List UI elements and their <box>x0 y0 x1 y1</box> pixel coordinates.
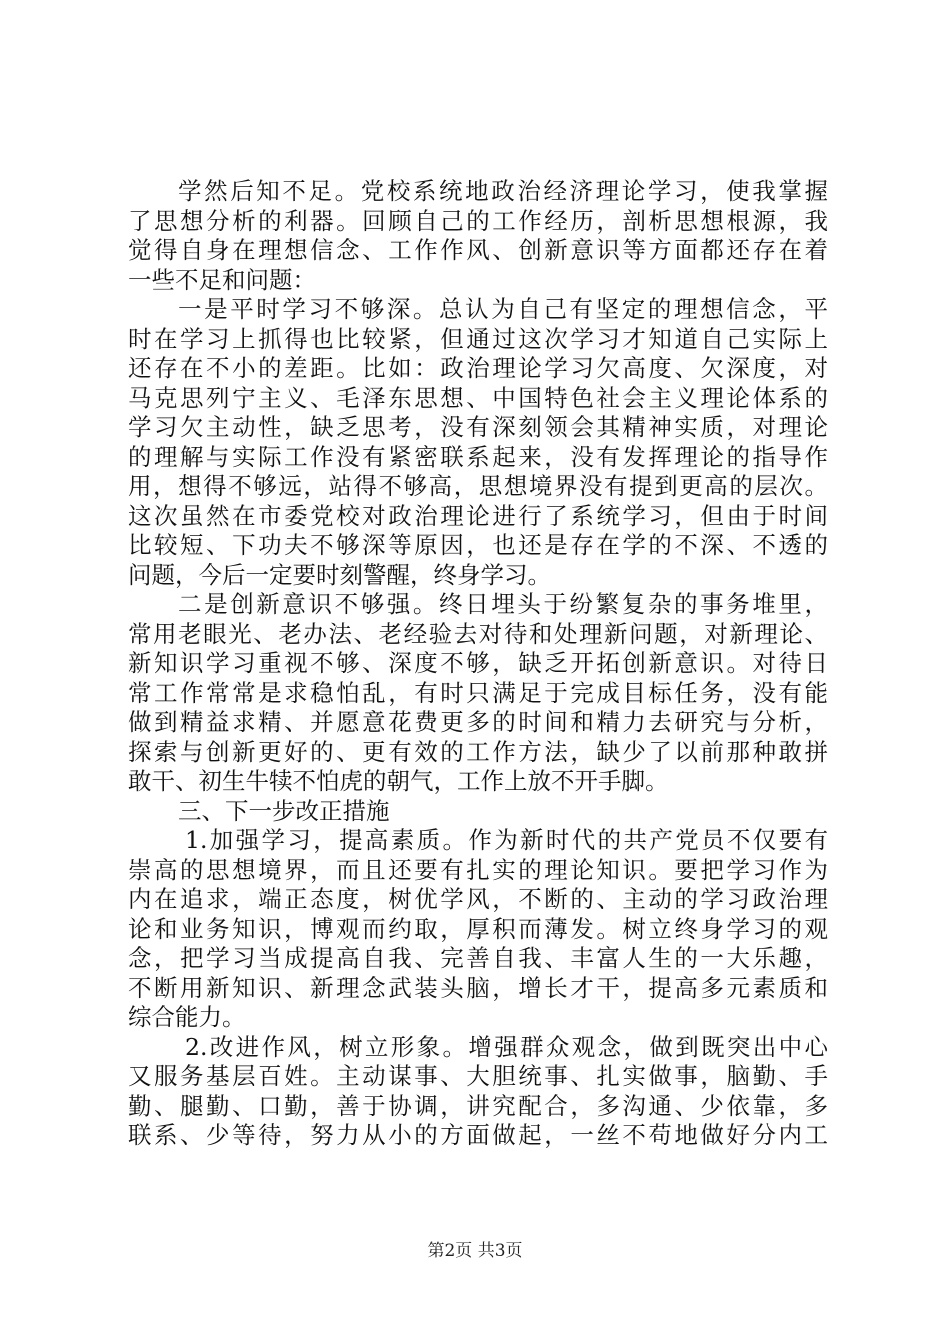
text-line: 新知识学习重视不够、深度不够，缺乏开拓创新意识。对待日 <box>128 649 828 677</box>
text-line: 常工作常常是求稳怕乱，有时只满足于完成目标任务，没有能 <box>128 678 828 707</box>
text-line: 马克思列宁主义、毛泽东思想、中国特色社会主义理论体系的 <box>128 383 828 412</box>
text-line: 不断用新知识、新理念武装头脑，增长才干，提高多元素质和 <box>128 973 828 1002</box>
text-line: 崇高的思想境界，而且还要有扎实的理论知识。要把学习作为 <box>128 855 828 884</box>
text-line: 联系、少等待，努力从小的方面做起，一丝不苟地做好分内工 <box>128 1121 828 1149</box>
text-line: 敢干、初生牛犊不怕虎的朝气，工作上放不开手脚。 <box>128 767 669 795</box>
text-line: 论和业务知识，博观而约取，厚积而薄发。树立终身学习的观 <box>128 914 828 943</box>
text-line: 综合能力。 <box>128 1003 246 1031</box>
text-line: 用，想得不够远，站得不够高，思想境界没有提到更高的层次。 <box>128 472 828 500</box>
text-line: 常用老眼光、老办法、老经验去对待和处理新问题，对新理论、 <box>128 619 828 648</box>
page-footer: 第2页 共3页 <box>427 1241 523 1261</box>
text-line: 问题，今后一定要时刻警醒，终身学习。 <box>128 560 551 589</box>
text-line: 比较短、下功夫不够深等原因，也还是存在学的不深、不透的 <box>128 531 828 559</box>
text-line: 探索与创新更好的、更有效的工作方法，缺少了以前那种敢拼 <box>128 737 828 766</box>
text-line: 时在学习上抓得也比较紧，但通过这次学习才知道自己实际上 <box>128 324 828 353</box>
text-line: 还存在不小的差距。比如：政治理论学习欠高度、欠深度，对 <box>128 354 828 382</box>
text-line: 又服务基层百姓。主动谋事、大胆统事、扎实做事，脑勤、手 <box>128 1062 828 1090</box>
text-line: 的理解与实际工作没有紧密联系起来，没有发挥理论的指导作 <box>128 442 828 471</box>
text-line: 这次虽然在市委党校对政治理论进行了系统学习，但由于时间 <box>128 501 828 530</box>
text-line: 二是创新意识不够强。终日埋头于纷繁复杂的事务堆里， <box>178 590 828 618</box>
text-line: 做到精益求精、并愿意花费更多的时间和精力去研究与分析， <box>128 708 828 736</box>
text-line: 学然后知不足。党校系统地政治经济理论学习，使我掌握 <box>178 177 828 205</box>
text-line: 觉得自身在理想信念、工作作风、创新意识等方面都还存在着 <box>128 236 828 264</box>
text-line: 1.加强学习，提高素质。作为新时代的共产党员不仅要有 <box>185 826 828 854</box>
text-line: 一是平时学习不够深。总认为自己有坚定的理想信念，平 <box>178 295 828 323</box>
section-heading: 三、下一步改正措施 <box>178 796 390 825</box>
text-line: 一些不足和问题： <box>128 265 316 294</box>
text-line: 了思想分析的利器。回顾自己的工作经历，剖析思想根源，我 <box>128 206 828 235</box>
text-line: 2.改进作风，树立形象。增强群众观念，做到既突出中心 <box>185 1032 828 1061</box>
text-line: 学习欠主动性，缺乏思考，没有深刻领会其精神实质，对理论 <box>128 413 828 441</box>
text-line: 念，把学习当成提高自我、完善自我、丰富人生的一大乐趣， <box>128 944 828 972</box>
text-line: 内在追求，端正态度，树优学风，不断的、主动的学习政治理 <box>128 885 828 913</box>
text-line: 勤、腿勤、口勤，善于协调，讲究配合，多沟通、少依靠，多 <box>128 1091 828 1120</box>
